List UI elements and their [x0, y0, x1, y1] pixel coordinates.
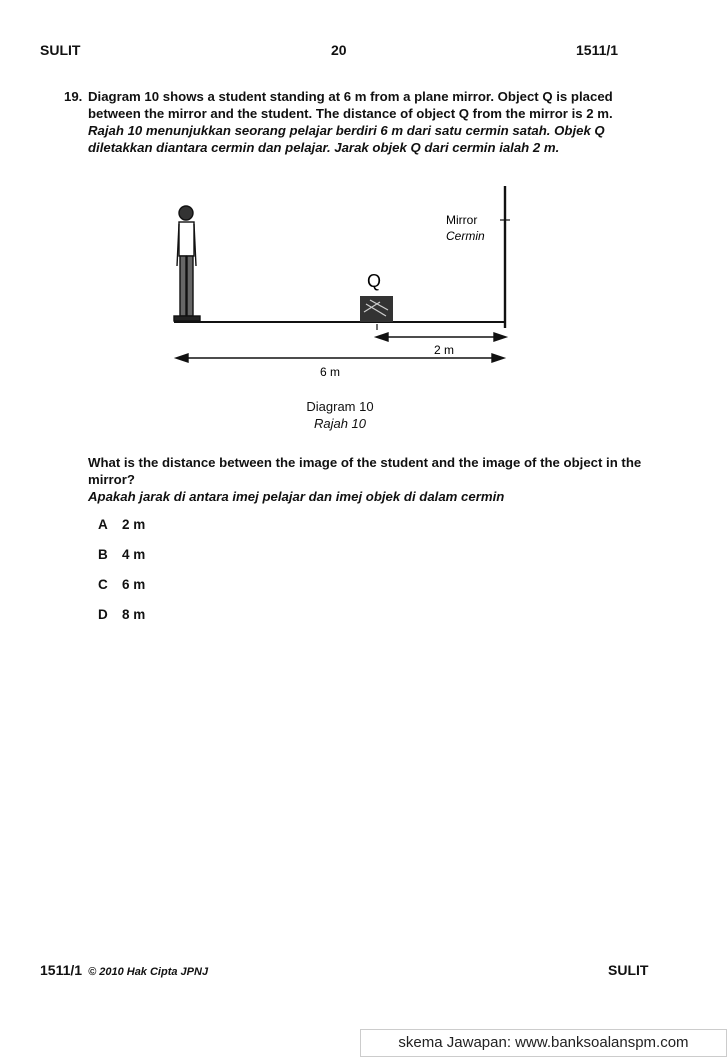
answer-options	[98, 517, 145, 637]
option-letter: B	[98, 547, 108, 562]
diagram-caption	[280, 398, 400, 432]
option-text: 8 m	[122, 607, 146, 622]
source-url-bar: skema Jawapan: www.banksoalanspm.com	[360, 1029, 727, 1057]
option-d	[98, 607, 145, 637]
question-stem	[64, 88, 660, 156]
object-q	[360, 296, 393, 322]
label-6m: 6 m	[320, 365, 341, 379]
mirror-diagram	[150, 180, 530, 380]
footer-code: 1511/1	[40, 962, 83, 978]
question-ask	[88, 454, 648, 505]
ask-english: What is the distance between the image of the student and the image of the object in the mirror?	[88, 455, 642, 487]
label-2m: 2 m	[434, 343, 455, 357]
header-sulit: SULIT	[40, 42, 81, 58]
option-a	[98, 517, 145, 547]
arrow-6m	[176, 354, 504, 362]
mirror-label-en: Mirror	[446, 213, 478, 227]
object-q-label: Q	[367, 271, 382, 291]
option-letter: D	[98, 607, 108, 622]
arrow-2m	[376, 333, 506, 341]
caption-malay: Rajah 10	[313, 416, 367, 431]
stem-english: Diagram 10 shows a student standing at 6 m from a plane mirror. Object Q is placed between the mirror and the student. The distance of object Q from the mirror is 2 m.	[88, 89, 613, 121]
student-figure	[174, 206, 200, 321]
option-letter: C	[98, 577, 108, 592]
paper-code: 1511/1	[576, 42, 619, 58]
option-b	[98, 547, 145, 577]
question-number: 19.	[64, 89, 83, 104]
mirror-label-ms: Cermin	[446, 229, 485, 243]
option-c	[98, 577, 145, 607]
option-letter: A	[98, 517, 108, 532]
ask-malay: Apakah jarak di antara imej pelajar dan imej objek di dalam cermin	[88, 489, 505, 504]
option-text: 2 m	[122, 517, 146, 532]
option-text: 6 m	[122, 577, 146, 592]
stem-malay: Rajah 10 menunjukkan seorang pelajar berdiri 6 m dari satu cermin satah. Objek Q diletakkan diantara cermin dan pelajar. Jarak objek Q dari cermin ialah 2 m.	[88, 123, 605, 155]
option-text: 4 m	[122, 547, 146, 562]
footer-sulit: SULIT	[608, 962, 649, 978]
caption-english: Diagram 10	[306, 399, 374, 414]
page-number: 20	[331, 42, 347, 58]
footer-copyright: © 2010 Hak Cipta JPNJ	[88, 966, 209, 978]
footer-left	[40, 962, 208, 978]
